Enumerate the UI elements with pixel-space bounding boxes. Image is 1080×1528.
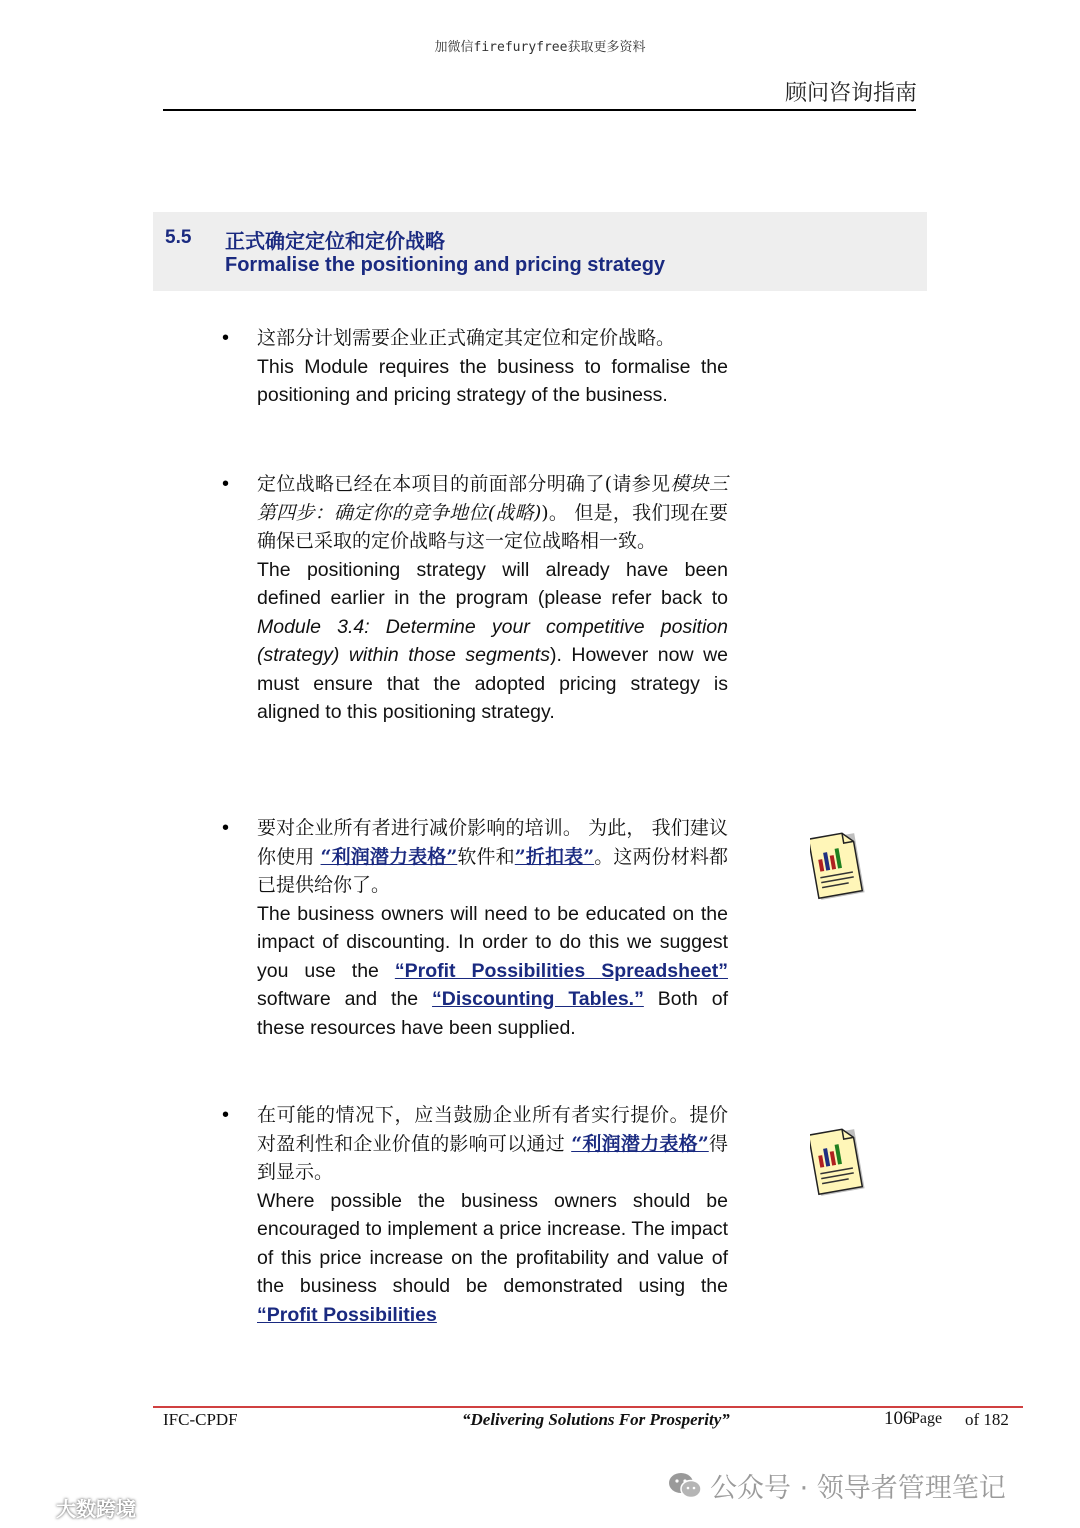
bullet-4-en-part1: Where possible the business owners should be encouraged to implement a price increase. The impact of this price increase on the profitability and value of the business should be demonstrated using the — [257, 1189, 728, 1297]
bullet-2-zh-part2: )。 但是，我们现在要确保已采取的定价战略与这一定位战略相一致。 — [257, 501, 729, 552]
wechat-icon — [668, 1471, 702, 1501]
bullet-2-zh-part1: 定位战略已经在本项目的前面部分明确了(请参见 — [257, 473, 671, 495]
bullet-4-zh-part1: 在可能的情况下，应当鼓励企业所有者实行提价。提价对盈利性和企业价值的影响可以通过 — [257, 1104, 728, 1155]
bullet-2-text — [257, 470, 728, 727]
footer-page-number: 106 — [884, 1408, 913, 1429]
footer-slogan: “Delivering Solutions For Prosperity” — [462, 1410, 730, 1429]
bullet-3-en-part1: The business owners will need to be educated on the impact of discounting. In order to do this we suggest you use the — [257, 902, 728, 982]
bullet-3-text — [257, 814, 728, 1042]
profit-possibilities-link-2[interactable]: “Profit Possibilities — [257, 1303, 437, 1326]
bullet-2-en-italic: Module 3.4: Determine your competitive position (strategy) within those segments — [257, 615, 728, 666]
bullet-1-text — [257, 324, 728, 410]
discount-table-link-zh[interactable]: ”折扣表” — [514, 845, 595, 868]
bullet-3-en-part2: software and the — [257, 988, 433, 1010]
bullet-3-en-part3: Both of these resources have been supplied. — [257, 988, 729, 1039]
bullet-4-zh-part2: 得到显示。 — [257, 1132, 728, 1183]
top-watermark: 加微信firefuryfree获取更多资料 — [434, 40, 646, 55]
bullet-3-zh-part3: 。这两份材料都已提供给你了。 — [257, 845, 729, 896]
spreadsheet-document-icon[interactable] — [810, 832, 872, 904]
profit-spreadsheet-link-zh[interactable]: “利润潜力表格” — [320, 845, 458, 868]
footer-page-label: Page — [911, 1410, 943, 1427]
bullet-dot: • — [222, 817, 230, 839]
bullet-2-en-part1: The positioning strategy will already have been defined earlier in the program (please refer back to — [257, 558, 728, 609]
bullet-2-zh-italic: 模块三第四步：确定你的竞争地位(战略) — [257, 473, 728, 524]
header-rule — [163, 109, 916, 111]
section-number: 5.5 — [165, 227, 192, 248]
bullet-3-zh-part2: 软件和 — [457, 845, 515, 868]
bullet-2-en-part2: ). However now we must ensure that the adopted pricing strategy is aligned to this positioning strategy. — [257, 644, 729, 723]
footer-page-total: of 182 — [965, 1410, 1009, 1429]
bullet-4-text — [257, 1101, 728, 1329]
spreadsheet-document-icon[interactable] — [810, 1128, 872, 1200]
bullet-3-zh-part1: 要对企业所有者进行减价影响的培训。 为此， 我们建议你使用 — [257, 817, 728, 868]
profit-spreadsheet-link[interactable]: “Profit Possibilities Spreadsheet” — [394, 959, 728, 982]
bullet-1-zh: 这部分计划需要企业正式确定其定位和定价战略。 — [257, 327, 676, 349]
section-title-zh: 正式确定定位和定价战略 — [225, 229, 445, 253]
footer-org: IFC-CPDF — [163, 1410, 238, 1429]
bullet-dot: • — [222, 473, 230, 495]
discounting-tables-link[interactable]: “Discounting Tables.” — [432, 988, 644, 1010]
section-heading-box — [153, 212, 927, 291]
brand-watermark — [8, 1493, 136, 1522]
bullet-dot: • — [222, 327, 230, 349]
header-title: 顾问咨询指南 — [784, 81, 917, 106]
bullet-1-en: This Module requires the business to formalise the positioning and pricing strategy of the business. — [257, 355, 728, 406]
wechat-watermark — [668, 1466, 1006, 1505]
section-title-en: Formalise the positioning and pricing strategy — [225, 254, 666, 276]
brand-watermark-text: 大数跨境 — [56, 1497, 136, 1521]
profit-spreadsheet-link-zh-2[interactable]: “利润潜力表格” — [571, 1132, 709, 1155]
wechat-account-name: 公众号 · 领导者管理笔记 — [710, 1473, 1006, 1504]
bullet-dot: • — [222, 1104, 230, 1126]
brand-logo-icon — [8, 1497, 52, 1519]
